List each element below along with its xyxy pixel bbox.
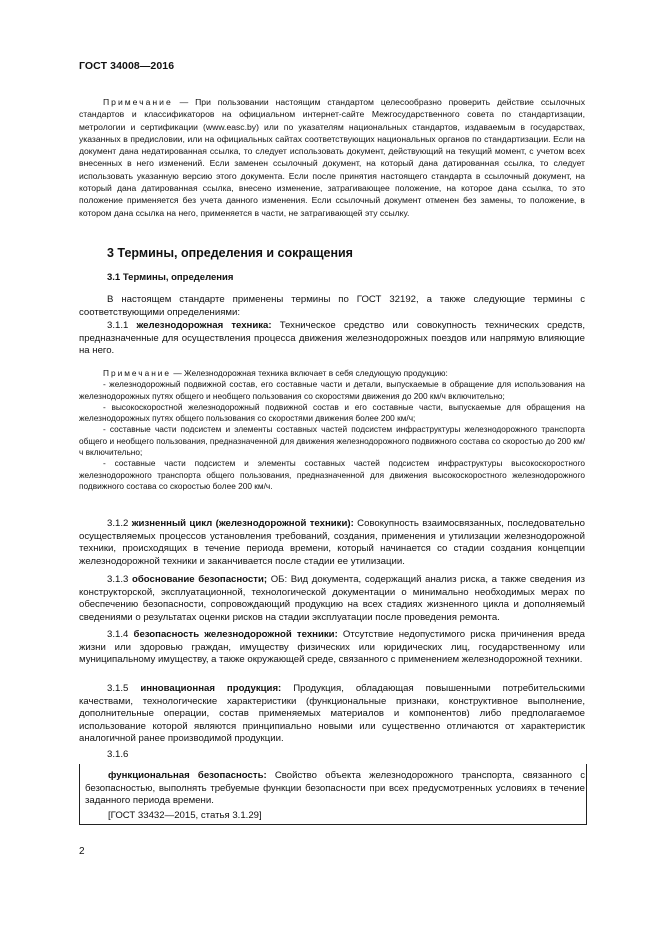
term-3-1-6	[80, 770, 585, 808]
intro-paragraph	[79, 294, 585, 319]
section-heading: 3 Термины, определения и сокращения	[107, 246, 353, 260]
standard-header: ГОСТ 34008—2016	[79, 60, 175, 72]
term-definition: Продукция, обладающая повышенными потребительскими качествами, технологические характеристики (функциональные признаки, конструктивное выполнение, дополнительные операции, состав применяемых материалов и компонентов) либо предполагаемое использование которой являются принципиально новыми или существенно отличаются от характеристик аналогичной ранее производимой продукции.	[79, 683, 585, 745]
term-name: безопасность железнодорожной техники:	[133, 629, 338, 640]
note-railway-equipment	[79, 368, 585, 492]
quoted-term-box	[79, 764, 587, 825]
subsection-heading: 3.1 Термины, определения	[107, 272, 234, 283]
term-name: жизненный цикл (железнодорожной техники):	[131, 518, 354, 529]
term-3-1-2	[79, 518, 585, 568]
term-number: 3.1.1	[107, 320, 137, 331]
note-label: Примечание	[103, 368, 172, 378]
term-name: железнодорожная техника:	[136, 320, 272, 331]
term-definition: ОБ: Вид документа, содержащий анализ риска, а также сведения из конструкторской, эксплуатационной, технологической документации о минимально необходимых мерах по обеспечению безопасности, сопровождающий продукцию на всех стадиях жизненного цикла и дополняемый сведениями о результатах оценки рисков на стадии эксплуатации после проведения ремонта.	[79, 574, 585, 623]
term-3-1-4	[79, 629, 585, 667]
intro-text: В настоящем стандарте применены термины по ГОСТ 32192, а также следующие термины с соответствующими определениями:	[79, 294, 585, 318]
term-3-1-3	[79, 574, 585, 624]
note-list-item: - составные части подсистем и элементы составных частей подсистем инфраструктуры высокоскоростного железнодорожного транспорта общего пользования, предназначенной для движения высокоскоростного железнодорожного подвижного состава со скоростью более 200 км/ч.	[79, 458, 585, 491]
term-number: 3.1.4	[107, 629, 134, 640]
note-list-item: - железнодорожный подвижной состав, его составные части и детали, выпускаемые в обращение для использования на железнодорожных путях общего и необщего пользования со скоростями движения до 200 км/ч включительно;	[79, 379, 585, 401]
note-list-item: - составные части подсистем и элементы составных частей подсистем инфраструктуры железнодорожного транспорта общего и необщего пользования, предназначенной для движения железнодорожного подвижного состава со скоростью до 200 км/ч включительно;	[79, 424, 585, 458]
term-definition: Техническое средство или совокупность технических средств, предназначенные для осуществления процесса движения железнодорожных поездов или напрямую влияющие на него.	[79, 320, 585, 357]
term-definition: Совокупность взаимосвязанных, последовательно осуществляемых процессов установления требований, создания, применения и утилизации железнодорожной техники, происходящих в течение периода времени, который начинается со стадии создания концепции железнодорожной техники и заканчивается после стадии ее утилизации.	[79, 518, 585, 567]
term-number: 3.1.2	[107, 518, 132, 529]
term-number: 3.1.3	[107, 574, 132, 585]
term-number: 3.1.6	[107, 749, 129, 760]
term-definition: Свойство объекта железнодорожного транспорта, связанного с безопасностью, выполнять требуемые функции безопасности при всех предусмотренных условиях в течение заданного периода времени.	[85, 770, 585, 807]
term-number: 3.1.5	[107, 683, 141, 694]
source-reference: [ГОСТ 33432—2015, статья 3.1.29]	[108, 810, 262, 821]
term-name: инновационная продукция:	[140, 683, 282, 694]
term-name: функциональная безопасность:	[108, 770, 267, 781]
term-definition: Отсутствие недопустимого риска причинения вреда жизни или здоровью граждан, имуществу физических или юридических лиц, государственному или муниципальному имуществу, а также окружающей среде, связанного с применением железнодорожной техники.	[79, 629, 585, 666]
page-number: 2	[79, 846, 85, 857]
term-3-1-6-number	[79, 749, 585, 762]
note-text: — При пользовании настоящим стандартом целесообразно проверить действие ссылочных стандартов и классификаторов на официальном интернет-сайте Межгосударственного совета по стандартизации, метрологии и сертификации (www.easc.by) или по указателям национальных стандартов, издаваемым в государствах, указанных в предисловии, или на официальных сайтах соответствующих национальных органов по стандартизации. Если на документ дана недатированная ссылка, то следует использовать документ, действующий на текущий момент, с учетом всех внесенных в него изменений. Если заменен ссылочный документ, на который дана датированная ссылка, то следует использовать указанную версию этого документа. Если после принятия настоящего стандарта в ссылочный документ, на который дана датированная ссылка, внесено изменение, затрагивающее положение, на которое дана ссылка, то это положение применяется без учета данного изменения. Если ссылочный документ отменен без замены, то положение, в котором дана ссылка на него, применяется в части, не затрагивающей эту ссылку.	[79, 97, 585, 218]
note-list-item: - высокоскоростной железнодорожный подвижной состав и его составные части, выпускаемые для обращения на железнодорожных путях общего пользования со скоростями движения более 200 км/ч;	[79, 401, 585, 424]
term-3-1-5	[79, 683, 585, 746]
term-3-1-1	[79, 320, 585, 358]
term-name: обоснование безопасности;	[131, 574, 268, 585]
note-label: Примечание	[103, 97, 173, 107]
note-reference-documents	[79, 96, 585, 219]
note-text: — Железнодорожная техника включает в себя следующую продукцию:	[171, 368, 448, 378]
